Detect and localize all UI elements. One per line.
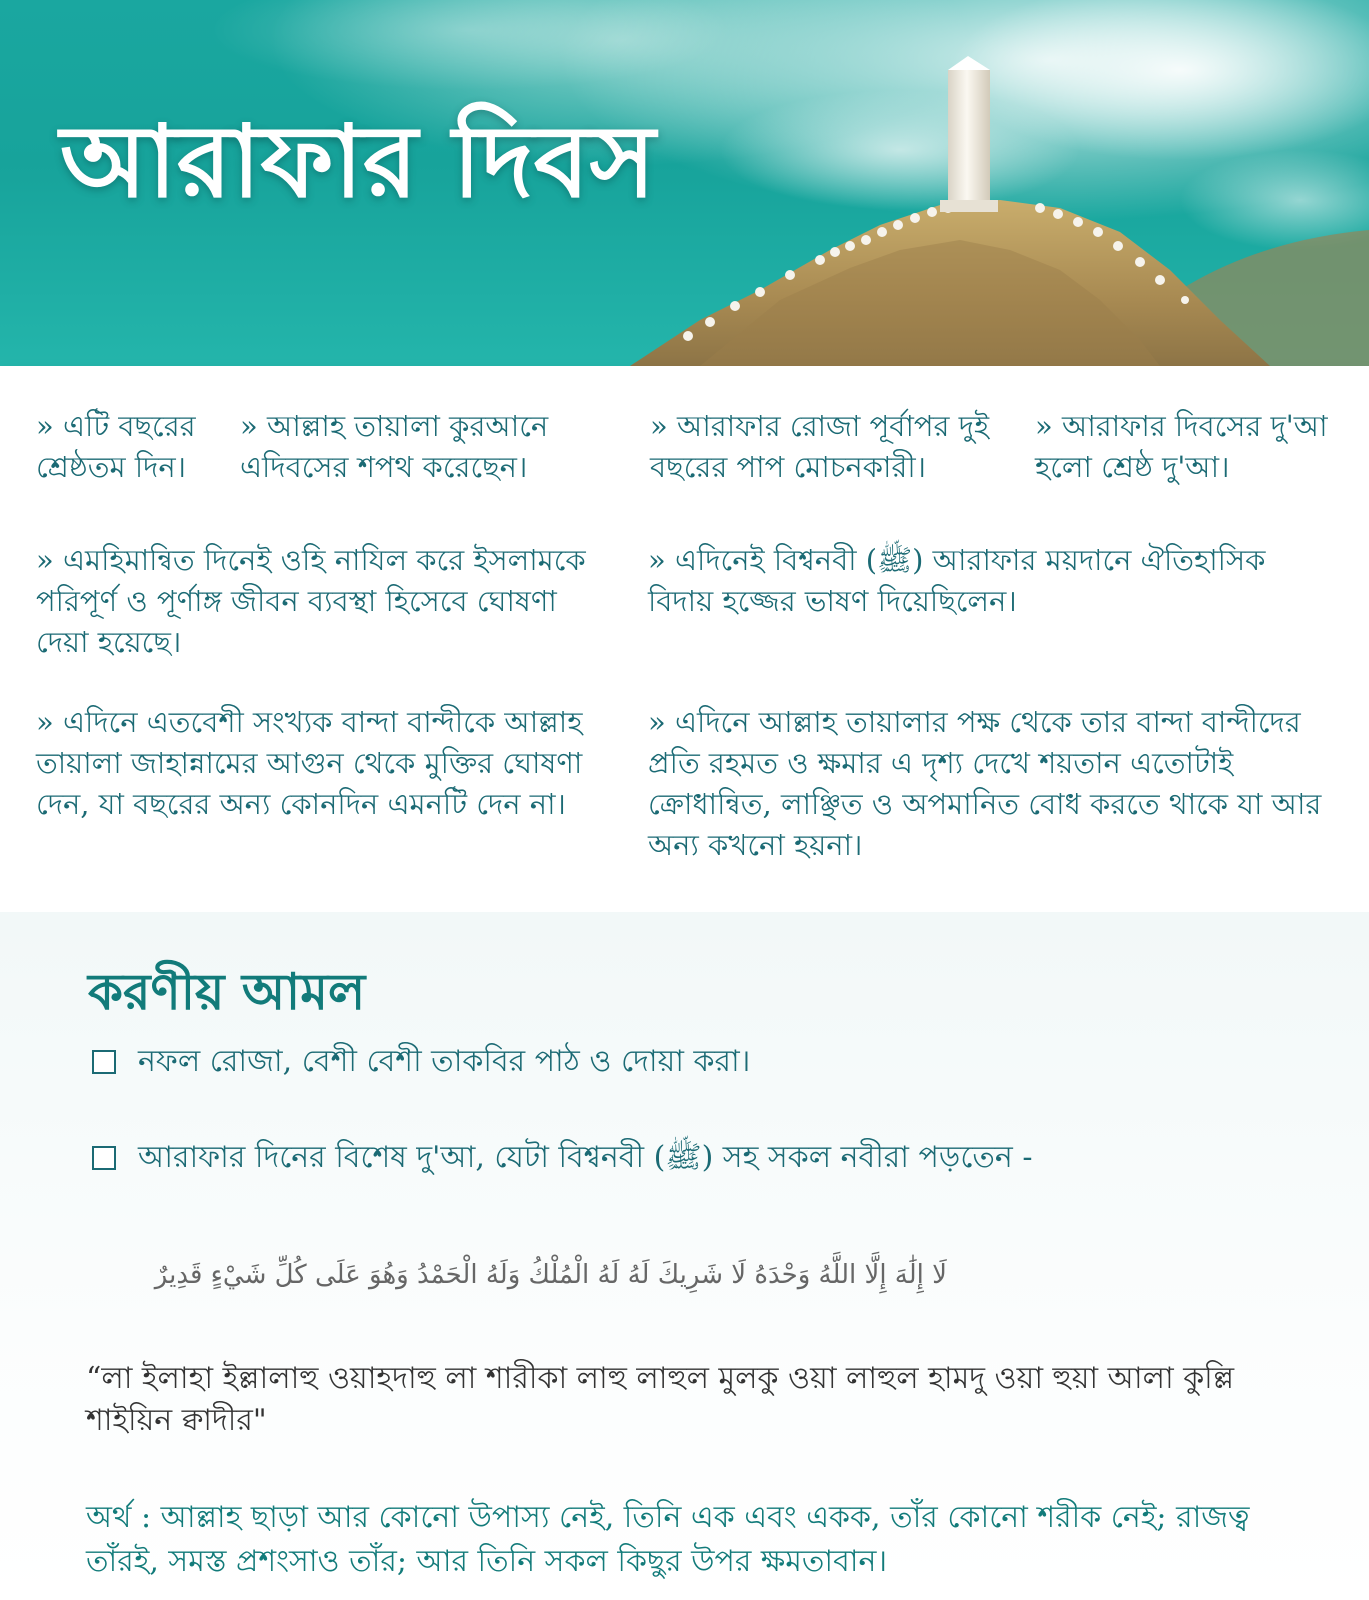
page-title: আরাফার দিবস [60,103,656,220]
arabic-dua: لَا إِلَٰهَ إِلَّا اللَّهُ وَحْدَهُ لَا شَرِيكَ لَهُ لَهُ الْمُلْكُ وَلَهُ الْحَمْدُ وَهُوَ عَلَى كُلِّ شَيْءٍ قَدِيرٌ [154,1260,947,1290]
fact-item: » এদিনেই বিশ্বনবী (ﷺ) আরাফার ময়দানে ঐতিহাসিক বিদায় হজ্জের ভাষণ দিয়েছিলেন। [648,543,1266,618]
amal-item-label: আরাফার দিনের বিশেষ দু'আ, যেটা বিশ্বনবী (ﷺ) সহ সকল নবীরা পড়তেন - [138,1140,1033,1175]
fact-item: » এমহিমান্বিত দিনেই ওহি নাযিল করে ইসলামকে পরিপূর্ণ ও পূর্ণাঙ্গ জীবন ব্যবস্থা হিসেবে ঘোষণা দেয়া হয়েছে। [36,543,586,659]
fact-item: » আরাফার রোজা পূর্বাপর দুই বছরের পাপ মোচনকারী। [650,409,990,484]
dua-transliteration: “লা ইলাহা ইল্লালাহু ওয়াহদাহু লা শারীকা লাহু লাহুল মুলকু ওয়া লাহুল হামদু ওয়া হুয়া আলা কুল্লি শাইয়িন ক্বাদীর" [86,1361,1235,1438]
dua-meaning: অর্থ : আল্লাহ ছাড়া আর কোনো উপাস্য নেই, তিনি এক এবং একক, তাঁর কোনো শরীক নেই; রাজত্ব তাঁরই, সমস্ত প্রশংসাও তাঁর; আর তিনি সকল কিছুর উপর ক্ষমতাবান। [86,1500,1250,1579]
section-title: করণীয় আমল [88,963,366,1021]
amal-item-label: নফল রোজা, বেশী বেশী তাকবির পাঠ ও দোয়া করা। [138,1044,751,1079]
amal-section [0,912,1369,1600]
fact-item: » আল্লাহ তায়ালা কুরআনে এদিবসের শপথ করেছেন। [240,409,549,484]
hero-banner [0,0,1369,366]
fact-item: » এদিনে আল্লাহ তায়ালার পক্ষ থেকে তার বান্দা বান্দীদের প্রতি রহমত ও ক্ষমার এ দৃশ্য দেখে শয়তান এতোটাই ক্রোধান্বিত, লাঞ্ছিত ও অপমানিত বোধ করতে থাকে যা আর অন্য কখনো হয়না। [648,705,1322,862]
fact-item: » আরাফার দিবসের দু'আ হলো শ্রেষ্ঠ দু'আ। [1035,409,1328,484]
fact-item: » এটি বছরের শ্রেষ্ঠতম দিন। [36,409,196,484]
facts-card [0,366,1369,912]
checkbox-icon [92,1050,116,1074]
checkbox-icon [92,1146,116,1170]
fact-item: » এদিনে এতবেশী সংখ্যক বান্দা বান্দীকে আল্লাহ তায়ালা জাহান্নামের আগুন থেকে মুক্তির ঘোষণা দেন, যা বছরের অন্য কোনদিন এমনটি দেন না। [36,705,583,821]
